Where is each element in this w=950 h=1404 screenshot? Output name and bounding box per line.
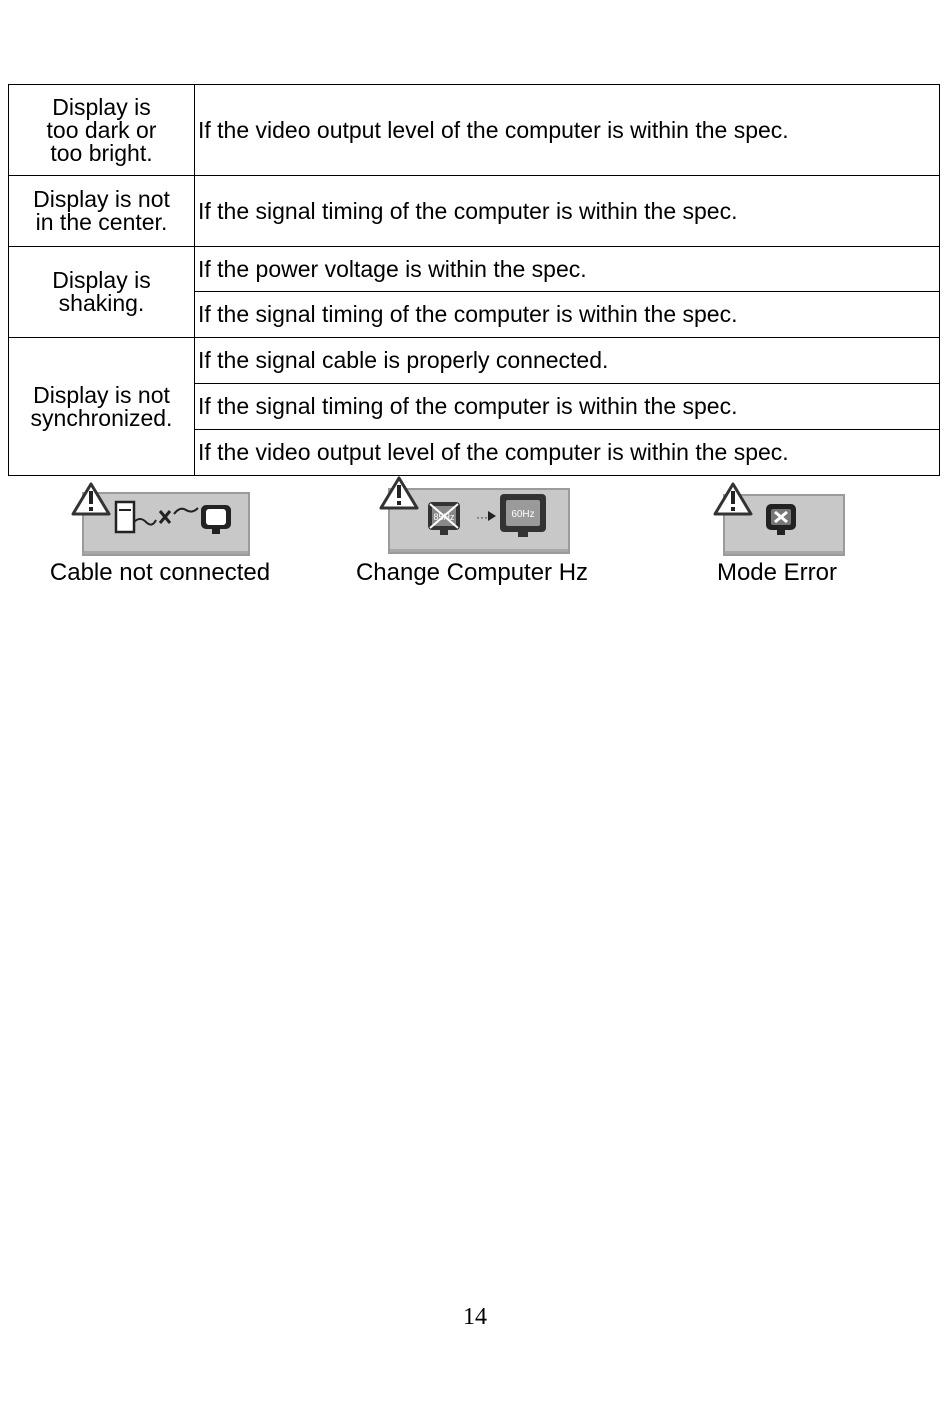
caption-cable-not-connected: Cable not connected — [49, 559, 271, 586]
table-row — [9, 338, 940, 384]
caption-mode-error: Mode Error — [716, 559, 838, 586]
troubleshooting-table — [8, 84, 940, 476]
to-hz-label: 60Hz — [511, 509, 535, 520]
check-cell: If the signal cable is properly connected. — [195, 338, 940, 384]
svg-text:···: ··· — [476, 510, 488, 524]
check-cell: If the signal timing of the computer is within the spec. — [195, 292, 940, 338]
symptom-cell: Display is not synchronized. — [9, 338, 195, 476]
symptom-cell: Display is shaking. — [9, 247, 195, 338]
check-cell: If the video output level of the computer is within the spec. — [195, 85, 940, 176]
check-cell: If the video output level of the computer is within the spec. — [195, 430, 940, 476]
mode-error-icon — [710, 480, 850, 560]
check-cell: If the signal timing of the computer is within the spec. — [195, 176, 940, 247]
caption-change-computer-hz: Change Computer Hz — [355, 559, 589, 586]
check-cell: If the power voltage is within the spec. — [195, 247, 940, 292]
table-row — [9, 85, 940, 176]
page-number: 14 — [463, 1304, 487, 1330]
symptom-cell: Display is too dark or too bright. — [9, 85, 195, 176]
from-hz-label: 85Hz — [433, 512, 455, 522]
symptom-cell: Display is not in the center. — [9, 176, 195, 247]
change-hz-icon — [376, 474, 576, 554]
cable-not-connected-icon — [70, 480, 260, 560]
table-row — [9, 247, 940, 292]
table-row — [9, 176, 940, 247]
check-cell: If the signal timing of the computer is within the spec. — [195, 384, 940, 430]
